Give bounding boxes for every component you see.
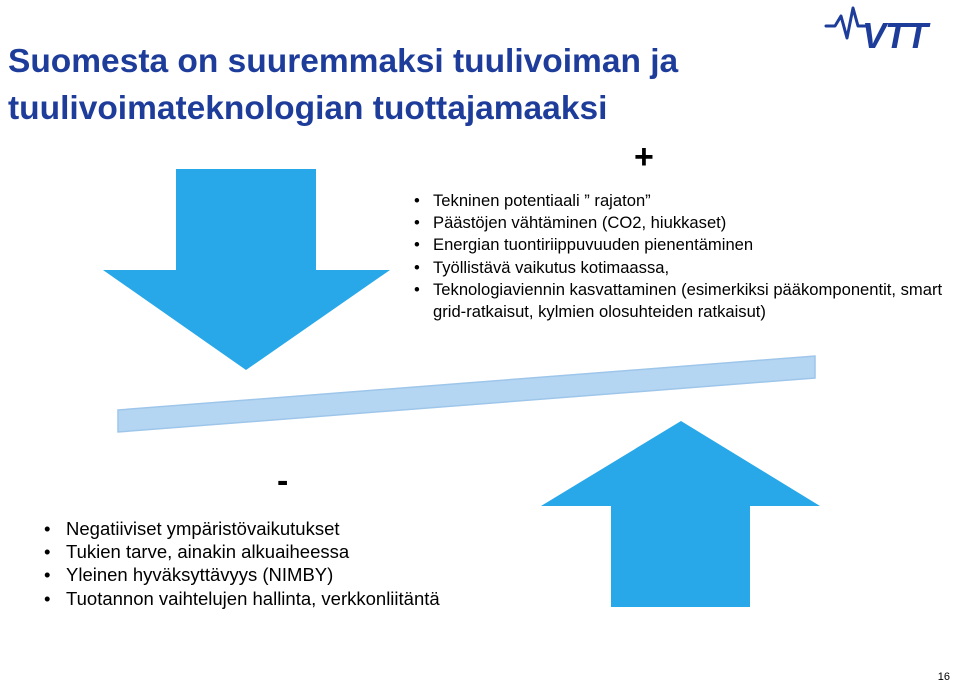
plus-sign: + (634, 138, 654, 176)
pros-list-item: • Päästöjen vähtäminen (CO2, hiukkaset) (433, 212, 953, 234)
cons-list-item: • Negatiiviset ympäristövaikutukset (66, 517, 536, 540)
cons-list-item: • Tuotannon vaihtelujen hallinta, verkkonliitäntä (66, 587, 536, 610)
up-arrow-icon (541, 421, 820, 607)
pros-list (433, 190, 953, 323)
logo-wordmark: VTT (862, 15, 927, 54)
slide-title-line-2: tuulivoimateknologian tuottajamaaksi (8, 90, 608, 127)
down-arrow-icon (103, 169, 390, 370)
page-number: 16 (937, 671, 950, 683)
pros-list-item: • Energian tuontiriippuvuuden pienentäminen (433, 234, 953, 256)
cons-list-item: • Tukien tarve, ainakin alkuaiheessa (66, 540, 536, 563)
pros-list-item: • Tekninen potentiaali ” rajaton” (433, 190, 953, 212)
cons-list (66, 517, 536, 610)
minus-sign: - (277, 462, 289, 500)
pros-list-item: • Työllistävä vaikutus kotimaassa, (433, 257, 953, 279)
balance-beam (118, 356, 815, 432)
slide-title-line-1: Suomesta on suuremmaksi tuulivoiman ja (8, 43, 679, 80)
cons-list-item: • Yleinen hyväksyttävyys (NIMBY) (66, 563, 536, 586)
pros-list-item: • Teknologiaviennin kasvattaminen (esimerkiksi pääkomponentit, smart grid-ratkaisut, kylmien olosuhteiden ratkaisut) (433, 279, 953, 323)
